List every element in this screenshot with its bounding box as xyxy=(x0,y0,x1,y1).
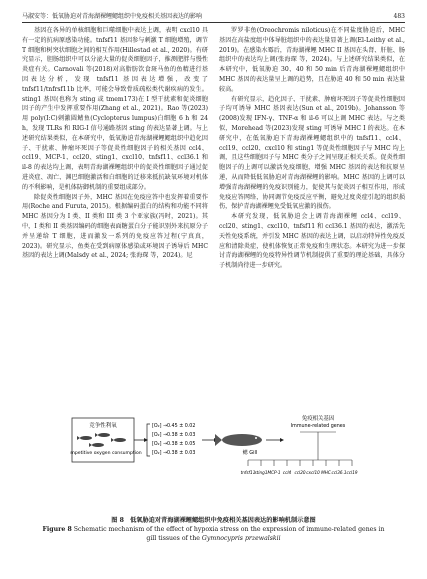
left-paragraph-2: 除促炎性细胞因子外，MHC 基因在免疫应答中也发挥着重要作用(Roche and Furuta, 2015)。根据编码蛋白的结构和功能不同将 MHC 基因分为 I 类、II 类和 III 类 3 个亚家族(冯时，2021)。其中，I 类和 II 类基因编码的细胞表面糖蛋白分子能识别外来抗原分子并呈递给 T 细胞，进而激发一系列的免疫应答过程(宁真真，2023)。研究显示，鱼类在受到病原体感染或环境因子诱导后 MHC 基因的表达上调(Malsdy et al., 2024; 张海琛 等，2024)。尼 xyxy=(22,193,208,260)
page-header xyxy=(22,8,405,23)
right-column xyxy=(219,26,405,416)
left-paragraph-1: 基因在各异的单核细胞和巨噬细胞中表达上调，表明 cxcl10 具有一定的抗病原感染功能。tnfsf11 基因参与刺激 T 细胞增殖，调节 T 细胞和树突状细胞之间的相互作用(Hillestad et al., 2020)。有研究显示，胆肠组织中可以分泌大量的促炎细胞因子，推测肥胖与慢性炎症有关。Carnovali 等(2018)对高脂肪饮食斑马鱼的鱼精进行基因表达分析，发现 tnfsf11 基因表达增强，改变了 tnfsf11/tnfrsf11b 比率，可能会导致骨质疏松类代谢疾病的发生。sting1 基因(也称为 sting 或 tmem173)在 I 型干扰素和促炎细胞因子的产生中发挥重要作用(Zhang et al., 2021)。Rao 等(2023)用 poly(I:C)刺激圆鳍鱼(Cyclopterus lumpus)白细胞 6 h 和 24 h，发现 TLRs 和 RIG-I 信号通路基因 sting 的表达显著上调。与上述研究结果类似，在本研究中，低氧胁迫青海湖裸鲤鳃组织中趋化因子、干扰素、肿瘤坏死因子等促炎性细胞因子的相关基因 ccl4、ccl19、MCP-1、ccl20、sting1、cxcl10、tnfsf11、ccl36.1 和 il-8 的表达均上调，表明青海湖裸鲤组织中的促炎性细胞因子通过促进炎症、凋亡、渊巴细胞激活和白细胞的迁移来抵抗缺氧环境对机体的不利影响，是机体防御机制的重要组成部分。 xyxy=(22,27,208,191)
page-number: 483 xyxy=(393,13,405,20)
gene-label: MCP-1 xyxy=(267,470,281,475)
fish-icon xyxy=(215,434,262,446)
immune-genes-label-en: Immune-related genes xyxy=(290,424,346,429)
gene-label: tnfsf11 xyxy=(240,470,256,475)
gene-labels xyxy=(241,470,358,475)
gene-label: ccl4 xyxy=(282,470,292,475)
caption-cn: 图 8 低氧胁迫对青海湖裸鲤鳃组织中免疫相关基因表达的影响机制示意图 xyxy=(111,517,316,524)
do-value-1: [O₂] →0.45 ± 0.02 xyxy=(152,424,196,429)
competition-label-en: Competitive oxygen consumption xyxy=(70,451,142,456)
arrow-1-head xyxy=(144,438,148,442)
right-paragraph-2: 有研究显示，趋化因子、干扰素、肿瘤坏死因子等促炎性细胞因子均可诱导 MHC 基因表达(Sun et al., 2019b)。Johansson 等(2008)发现 IFN-γ、TNF-α 和 il-6 可以上调 MHC 表达。与之类似，Morehead 等(2023)发现 sting 可诱导 MHC I 的表达。在本研究中，在低氧胁迫下青海湖裸鲤鳃组织中的 tnfsf11、ccl4、ccl19、ccl20、cxcl10 和 sting1 等促炎性细胞因子与 MHC 均上调，且这些细胞因子与 MHC 类分子之间呈现正相关关系。促炎性细胞因子的上调可以激活免疫细胞，增强 MHC 基因的表达和抗原呈递，从而降低低氧胁迫对青海湖裸鲤的影响。MHC 基因的上调可以增强青海湖裸鲤的免疫识别能力，促使其与促炎因子相互作用，形成免疫应答网络，协同调节免疫反应平衡，避免过度炎症引起的组织损伤，保护青海湖裸鲤免受低氧应激的损伤。 xyxy=(219,95,405,211)
gene-tree xyxy=(248,432,352,460)
gene-label: sting1 xyxy=(254,470,268,475)
gene-label: MHC xyxy=(321,470,331,475)
left-column xyxy=(22,26,208,416)
fish-group-icon xyxy=(77,433,126,447)
caption-en xyxy=(40,525,387,543)
caption-en-body: Schematic mechanism of the effect of hypoxia stress on the expression of immune-related genes in gill tissues of the xyxy=(73,526,385,542)
running-title: 马淑安等：低氧胁迫对青海湖裸鲤鳃组织中免疫相关基因表达的影响 xyxy=(22,13,203,20)
figure-caption xyxy=(40,516,387,543)
do-value-3: [O₂] →0.38 ± 0.05 xyxy=(152,442,196,447)
right-paragraph-1: 罗罗非鱼(Oreochromis niloticus)在不同盐度胁迫后，MHC 基因在高盐度组中体导脏组织中的表达量显著上调(El-Leithy et al., 2019)。在感染水霉后，青海湖裸鲤 MHC II 基因在头肾、肝脏、肠组织中的表达均上调(张海琛 等，2024)。与上述研究结果类似，在本研究中，低氧胁迫 30、40 和 50 min 后青海湖裸鲤鳃组织中 MHC 基因的表达量呈上调的趋势，且在胁迫 40 和 50 min 表达量较高。 xyxy=(219,27,405,93)
immune-genes-label-cn: 免疫相关基因 xyxy=(301,416,335,422)
gene-label: ccl36.1 xyxy=(331,470,347,475)
gene-label: ccl20 xyxy=(294,470,306,475)
caption-en-species: Gymnocypris przewalskii xyxy=(201,535,281,542)
gill-label: 鳃 Gill xyxy=(242,450,258,456)
caption-en-prefix: Figure 8 xyxy=(42,526,72,533)
arrow-3-head xyxy=(280,438,284,442)
figure-diagram xyxy=(70,412,360,504)
figure-8 xyxy=(70,412,360,504)
gene-ticks xyxy=(248,460,352,466)
competition-label-cn: 竞争性利氧 xyxy=(89,423,117,429)
do-value-2: [O₂] →0.38 ± 0.03 xyxy=(152,433,196,438)
gene-label: ccl19 xyxy=(346,470,358,475)
do-value-4: [O₂] →0.38 ± 0.03 xyxy=(152,451,196,456)
right-paragraph-3: 本研究发现，低氧胁迫会上调青海湖裸鲤 ccl4、ccl19、ccl20、sting1、cxcl10、tnfsf11 和 ccl36.1 基因的表达，激活先天性免疫系统，并引发 MHC 基因的表达上调，以启动特异性免疫反应和清除炎症，使机体恢复正常免疫和生理状态。本研究为进一步探讨青海湖裸鲤的免疫特异性调节机制提供了重要的理论基础，具体分子机制尚待进一步研究。 xyxy=(219,213,405,270)
gene-label: cxcl10 xyxy=(306,470,320,475)
